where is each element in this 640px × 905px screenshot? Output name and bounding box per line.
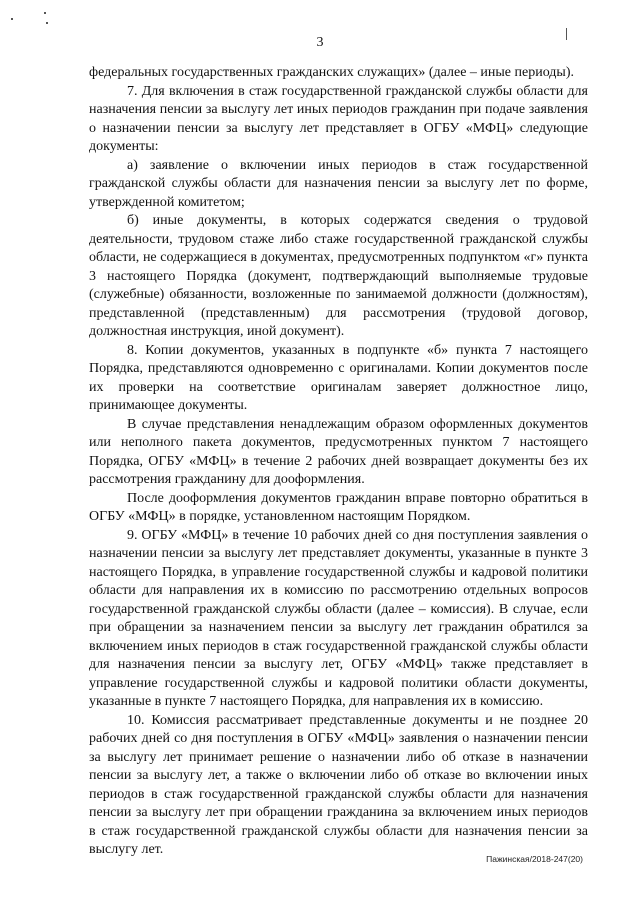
paragraph: б) иные документы, в которых содержатся сведения о трудовой деятельности, трудовом стаже либо стаже государственной гражданской службы области, не содержащиеся в документах, предусмотренных подпунктом «г» пункта 3 настоящего Порядка (документ, подтверждающий выполняемые трудовые (служебные) обязанности, возложенные по занимаемой должности (должностям), представленной (представленным) для рассмотрения (трудовой договор, должностная инструкция, иной документ). (89, 213, 588, 339)
paragraph: 9. ОГБУ «МФЦ» в течение 10 рабочих дней со дня поступления заявления о назначении пенсии за выслугу лет представляет документы, указанные в пункте 3 настоящего Порядка, в управление государственной службы и кадровой политики области для направления их в комиссию по рассмотрению отдельных вопросов государственной гражданской службы области (далее – комиссия). В случае, если при обращении за назначением пенсии за выслугу лет гражданин обратился за включением иных периодов в стаж государственной гражданской службы области для назначения пенсии за выслугу лет, ОГБУ «МФЦ» также представляет в управление государственной службы и кадровой политики области документы, указанные в пункте 7 настоящего Порядка, для направления их в комиссию. (89, 527, 588, 709)
body-text (89, 64, 588, 860)
scan-speck (44, 12, 46, 14)
page-number: 3 (316, 35, 324, 50)
scan-speck (46, 22, 48, 24)
paragraph: После дооформления документов гражданин вправе повторно обратиться в ОГБУ «МФЦ» в порядке, установленном настоящим Порядком. (89, 490, 588, 524)
paragraph: 10. Комиссия рассматривает представленные документы и не позднее 20 рабочих дней со дня поступления в ОГБУ «МФЦ» заявления о назначении пенсии за выслугу лет принимает решение о назначении либо об отказе в назначении пенсии за выслугу лет, а также о включении либо об отказе во включении иных периодов в стаж государственной гражданской службы области для назначения пенсии за выслугу лет при обращении гражданина за включением иных периодов в стаж государственной гражданской службы области для назначения пенсии за выслугу лет. (89, 712, 588, 857)
paragraph: а) заявление о включении иных периодов в стаж государственной гражданской службы области для назначения пенсии за выслугу лет по форме, утвержденной комитетом; (89, 157, 588, 210)
paragraph: федеральных государственных гражданских служащих» (далее – иные периоды). (89, 65, 575, 80)
document-code: Пажинская/2018-247(20) (486, 854, 583, 864)
paragraph: 8. Копии документов, указанных в подпункте «б» пункта 7 настоящего Порядка, представляются одновременно с оригиналами. Копии документов после их проверки на соответствие оригиналам заверяет должностное лицо, принимающее документы. (89, 342, 588, 413)
paragraph: 7. Для включения в стаж государственной гражданской службы области для назначения пенсии за выслугу лет иных периодов гражданин при подаче заявления о назначении пенсии за выслугу лет представляет в ОГБУ «МФЦ» следующие документы: (89, 83, 588, 154)
paragraph: В случае представления ненадлежащим образом оформленных документов или неполного пакета документов, предусмотренных пунктом 7 настоящего Порядка, ОГБУ «МФЦ» в течение 2 рабочих дней возвращает документы без их рассмотрения гражданину для дооформления. (89, 416, 588, 487)
scan-speck (11, 18, 13, 20)
